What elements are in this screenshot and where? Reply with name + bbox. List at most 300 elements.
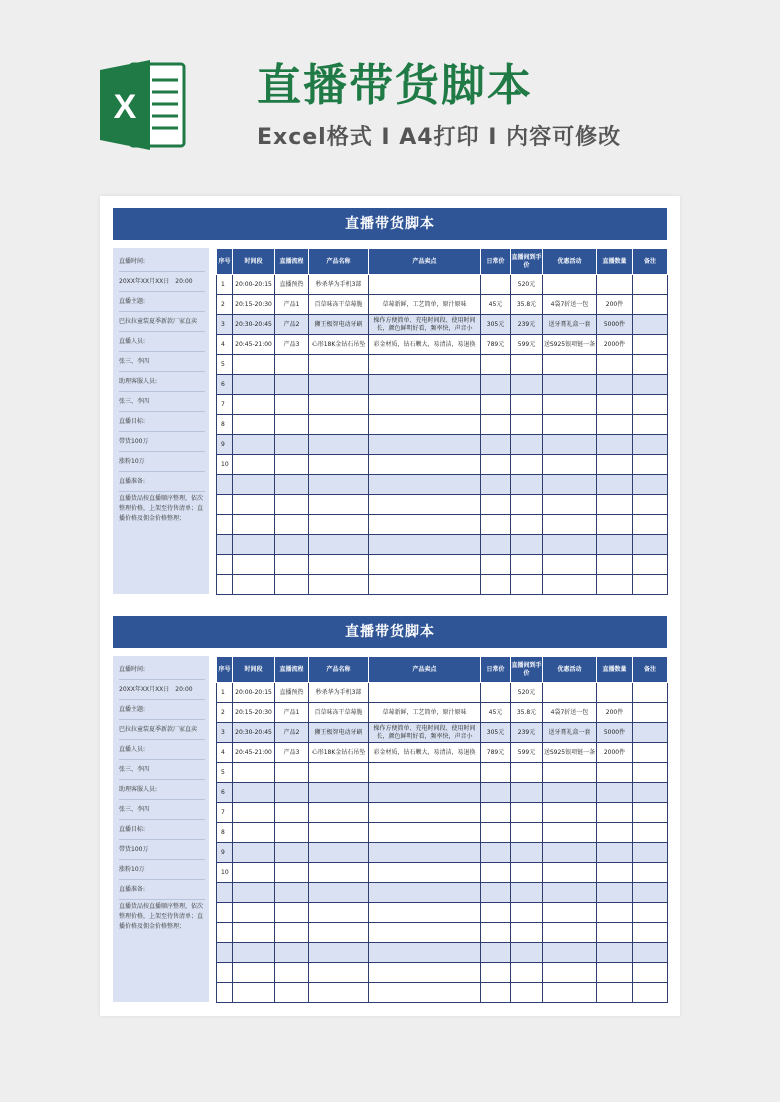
table-cell: 心形18K金钻石吊坠	[309, 743, 369, 763]
table-cell	[511, 903, 543, 923]
table-cell: 10	[217, 455, 233, 475]
goal-label: 直播目标:	[119, 820, 205, 840]
table-cell	[369, 963, 481, 983]
table-cell	[275, 983, 309, 1003]
table-cell	[543, 903, 597, 923]
table-cell	[275, 495, 309, 515]
table-cell	[633, 475, 668, 495]
table-cell	[309, 783, 369, 803]
column-header: 优惠活动	[543, 657, 597, 683]
table-cell	[309, 575, 369, 595]
time-value: 20XX年XX月XX日 20:00	[119, 680, 205, 700]
table-cell	[543, 883, 597, 903]
table-row	[217, 723, 668, 743]
table-cell	[309, 435, 369, 455]
table-cell	[633, 375, 668, 395]
table-row	[217, 335, 668, 355]
table-cell	[233, 943, 275, 963]
table-cell	[217, 515, 233, 535]
column-header: 日常价	[481, 657, 511, 683]
table-cell: 20:15-20:30	[233, 295, 275, 315]
table-cell	[543, 575, 597, 595]
table-cell	[633, 743, 668, 763]
table-cell	[233, 783, 275, 803]
table-cell	[275, 763, 309, 783]
table-cell	[511, 355, 543, 375]
table-cell	[543, 923, 597, 943]
table-cell	[597, 555, 633, 575]
script-sheet-1	[113, 208, 667, 596]
table-cell	[597, 923, 633, 943]
table-row	[217, 903, 668, 923]
table-cell	[597, 803, 633, 823]
table-cell	[369, 883, 481, 903]
table-cell	[217, 475, 233, 495]
table-cell: 305元	[481, 723, 511, 743]
table-cell	[481, 863, 511, 883]
table-cell	[633, 435, 668, 455]
table-cell: 8	[217, 415, 233, 435]
table-cell	[633, 555, 668, 575]
table-cell	[543, 823, 597, 843]
table-cell	[233, 963, 275, 983]
table-cell	[275, 475, 309, 495]
table-cell	[511, 395, 543, 415]
table-cell	[233, 883, 275, 903]
table-row	[217, 495, 668, 515]
table-cell	[275, 803, 309, 823]
table-cell	[543, 275, 597, 295]
table-cell	[217, 963, 233, 983]
table-cell: 35.8元	[511, 295, 543, 315]
table-cell	[217, 535, 233, 555]
table-cell: 送牙膏礼盒一套	[543, 315, 597, 335]
table-cell: 狮王极智电动牙刷	[309, 723, 369, 743]
table-cell	[633, 863, 668, 883]
table-cell: 20:30-20:45	[233, 315, 275, 335]
table-row	[217, 555, 668, 575]
table-cell	[275, 923, 309, 943]
table-cell	[309, 535, 369, 555]
table-cell: 送S925银项链一条	[543, 335, 597, 355]
table-cell	[309, 455, 369, 475]
table-cell	[511, 923, 543, 943]
info-sidebar	[113, 248, 209, 594]
table-cell	[597, 275, 633, 295]
table-cell	[481, 823, 511, 843]
table-cell	[369, 455, 481, 475]
table-cell	[233, 555, 275, 575]
table-cell	[233, 803, 275, 823]
table-cell	[633, 783, 668, 803]
table-cell	[217, 903, 233, 923]
table-cell	[275, 375, 309, 395]
column-header: 序号	[217, 249, 233, 275]
table-cell	[633, 803, 668, 823]
info-sidebar	[113, 656, 209, 1002]
table-cell	[511, 783, 543, 803]
table-cell	[511, 803, 543, 823]
column-header: 时间段	[233, 249, 275, 275]
table-cell: 2	[217, 295, 233, 315]
table-cell	[543, 395, 597, 415]
time-value: 20XX年XX月XX日 20:00	[119, 272, 205, 292]
table-cell	[369, 923, 481, 943]
table-cell	[309, 355, 369, 375]
page-subtitle: Excel格式 I A4打印 I 内容可修改	[257, 125, 622, 150]
table-cell	[543, 863, 597, 883]
table-cell: 送S925银项链一条	[543, 743, 597, 763]
table-cell: 200件	[597, 703, 633, 723]
table-cell	[597, 763, 633, 783]
table-cell: 239元	[511, 315, 543, 335]
table-cell: 1	[217, 275, 233, 295]
table-cell	[369, 983, 481, 1003]
assist-label: 助理客服人员:	[119, 780, 205, 800]
table-cell	[275, 963, 309, 983]
table-cell	[275, 435, 309, 455]
table-cell	[633, 703, 668, 723]
column-header: 直播间到手价	[511, 657, 543, 683]
table-cell: 产品1	[275, 703, 309, 723]
table-row	[217, 435, 668, 455]
table-cell: 4袋7折送一包	[543, 703, 597, 723]
table-cell: 35.8元	[511, 703, 543, 723]
table-cell	[511, 515, 543, 535]
table-cell	[369, 683, 481, 703]
table-cell: 操作方便简单、充电时间段、使用时间长，颜色鲜明好看，频率快，声音小	[369, 723, 481, 743]
table-cell	[309, 763, 369, 783]
table-cell	[633, 535, 668, 555]
assist-value: 张三、李四	[119, 392, 205, 412]
table-cell	[233, 515, 275, 535]
table-cell	[369, 943, 481, 963]
table-cell	[369, 275, 481, 295]
table-cell	[369, 903, 481, 923]
table-cell	[543, 515, 597, 535]
table-row	[217, 355, 668, 375]
table-cell	[369, 863, 481, 883]
table-cell: 5	[217, 763, 233, 783]
table-cell	[511, 843, 543, 863]
table-cell	[481, 763, 511, 783]
table-cell	[633, 983, 668, 1003]
table-cell	[633, 683, 668, 703]
goal-label: 直播目标:	[119, 412, 205, 432]
table-cell	[597, 355, 633, 375]
table-row	[217, 315, 668, 335]
table-cell: 彩金材质，钻石颗大，易清洁，易退换	[369, 743, 481, 763]
table-cell: 6	[217, 375, 233, 395]
table-cell	[633, 575, 668, 595]
table-row	[217, 823, 668, 843]
table-cell	[543, 455, 597, 475]
table-cell	[633, 415, 668, 435]
table-cell	[275, 515, 309, 535]
table-cell: 8	[217, 823, 233, 843]
table-cell	[511, 415, 543, 435]
table-cell	[275, 823, 309, 843]
table-cell	[543, 475, 597, 495]
table-cell	[481, 495, 511, 515]
table-cell	[481, 535, 511, 555]
table-cell	[275, 843, 309, 863]
table-cell	[369, 375, 481, 395]
table-cell	[543, 983, 597, 1003]
prep-value: 直播货品按直播顺序整理，依次整理价格，上架至待售清单；直播价格及佣金价格整理；	[119, 495, 204, 522]
column-header: 直播流程	[275, 249, 309, 275]
table-cell	[309, 863, 369, 883]
table-cell	[633, 763, 668, 783]
table-cell	[369, 763, 481, 783]
goal-sales: 带货100万	[119, 840, 205, 860]
table-cell: 直播预热	[275, 683, 309, 703]
table-row	[217, 763, 668, 783]
table-cell	[597, 375, 633, 395]
table-cell	[633, 455, 668, 475]
table-cell	[233, 575, 275, 595]
table-cell	[543, 535, 597, 555]
schedule-table	[216, 656, 668, 1003]
table-row	[217, 863, 668, 883]
table-cell	[481, 883, 511, 903]
table-cell	[633, 395, 668, 415]
table-cell	[481, 683, 511, 703]
table-row	[217, 943, 668, 963]
table-cell	[369, 415, 481, 435]
sheet-title: 直播带货脚本	[113, 208, 667, 240]
table-cell	[633, 295, 668, 315]
table-cell	[309, 843, 369, 863]
table-cell	[481, 555, 511, 575]
table-cell	[233, 983, 275, 1003]
table-cell	[275, 355, 309, 375]
table-cell: 4	[217, 335, 233, 355]
table-cell: 9	[217, 843, 233, 863]
table-row	[217, 743, 668, 763]
table-cell	[233, 863, 275, 883]
table-cell	[275, 395, 309, 415]
table-cell	[233, 455, 275, 475]
table-row	[217, 703, 668, 723]
column-header: 日常价	[481, 249, 511, 275]
table-cell	[597, 495, 633, 515]
table-cell	[309, 823, 369, 843]
table-cell	[597, 783, 633, 803]
table-cell	[369, 435, 481, 455]
table-cell	[233, 375, 275, 395]
table-cell	[633, 515, 668, 535]
table-row	[217, 295, 668, 315]
table-cell	[217, 883, 233, 903]
column-header: 时间段	[233, 657, 275, 683]
time-label: 直播时间:	[119, 660, 205, 680]
host-value: 张三、李四	[119, 760, 205, 780]
table-cell	[309, 475, 369, 495]
table-cell	[543, 763, 597, 783]
table-cell	[275, 863, 309, 883]
table-cell	[233, 475, 275, 495]
table-cell	[543, 415, 597, 435]
table-cell	[309, 515, 369, 535]
table-row	[217, 475, 668, 495]
table-cell	[597, 943, 633, 963]
table-cell	[309, 395, 369, 415]
table-cell	[633, 355, 668, 375]
table-cell: 4袋7折送一包	[543, 295, 597, 315]
table-cell	[481, 355, 511, 375]
table-cell	[481, 983, 511, 1003]
table-cell	[597, 883, 633, 903]
table-cell: 2	[217, 703, 233, 723]
table-cell	[597, 575, 633, 595]
table-cell: 产品3	[275, 743, 309, 763]
table-cell	[597, 903, 633, 923]
table-cell: 7	[217, 395, 233, 415]
table-row	[217, 923, 668, 943]
goal-fans: 涨粉10万	[119, 452, 205, 472]
time-label: 直播时间:	[119, 252, 205, 272]
table-cell	[597, 475, 633, 495]
table-cell: 产品3	[275, 335, 309, 355]
table-cell	[481, 783, 511, 803]
host-value: 张三、李四	[119, 352, 205, 372]
table-cell: 200件	[597, 295, 633, 315]
table-cell: 789元	[481, 335, 511, 355]
column-header: 产品名称	[309, 657, 369, 683]
theme-value: 巴拉拉童装夏季新款厂家直卖	[119, 312, 205, 332]
table-cell	[233, 923, 275, 943]
table-cell	[233, 843, 275, 863]
table-cell	[481, 515, 511, 535]
table-cell	[233, 495, 275, 515]
table-cell	[511, 575, 543, 595]
table-cell	[633, 943, 668, 963]
table-cell	[309, 943, 369, 963]
table-cell	[511, 823, 543, 843]
document-paper	[100, 196, 680, 1016]
table-cell	[369, 555, 481, 575]
table-cell: 2000件	[597, 743, 633, 763]
table-cell: 百草味冻干草莓脆	[309, 295, 369, 315]
table-cell	[369, 495, 481, 515]
theme-label: 直播主题:	[119, 700, 205, 720]
table-cell	[633, 883, 668, 903]
table-cell	[309, 803, 369, 823]
table-cell	[633, 903, 668, 923]
table-cell	[543, 355, 597, 375]
table-cell	[597, 535, 633, 555]
table-cell	[543, 963, 597, 983]
column-header: 直播流程	[275, 657, 309, 683]
table-cell	[633, 823, 668, 843]
host-label: 直播人员:	[119, 332, 205, 352]
table-cell: 20:15-20:30	[233, 703, 275, 723]
table-cell	[369, 355, 481, 375]
table-cell: 20:00-20:15	[233, 275, 275, 295]
table-cell: 产品2	[275, 723, 309, 743]
table-cell	[597, 963, 633, 983]
table-cell	[481, 275, 511, 295]
table-cell	[275, 455, 309, 475]
table-row	[217, 963, 668, 983]
table-cell	[309, 963, 369, 983]
table-cell: 9	[217, 435, 233, 455]
table-cell	[309, 415, 369, 435]
table-cell	[233, 823, 275, 843]
table-cell: 秒杀华为手机3部	[309, 275, 369, 295]
table-cell	[309, 555, 369, 575]
table-cell	[481, 475, 511, 495]
table-cell	[481, 923, 511, 943]
column-header: 产品卖点	[369, 249, 481, 275]
table-cell: 599元	[511, 743, 543, 763]
table-cell: 3	[217, 723, 233, 743]
table-cell	[309, 983, 369, 1003]
table-cell	[233, 355, 275, 375]
excel-logo-icon	[100, 58, 188, 152]
table-cell	[217, 923, 233, 943]
table-cell	[511, 495, 543, 515]
table-cell	[369, 783, 481, 803]
table-cell	[369, 535, 481, 555]
table-cell	[597, 823, 633, 843]
table-cell	[481, 395, 511, 415]
table-cell: 7	[217, 803, 233, 823]
table-cell: 520元	[511, 683, 543, 703]
table-cell: 操作方便简单、充电时间段、使用时间长，颜色鲜明好看，频率快，声音小	[369, 315, 481, 335]
table-cell	[511, 983, 543, 1003]
table-cell	[543, 783, 597, 803]
table-cell: 产品2	[275, 315, 309, 335]
column-header: 直播数量	[597, 657, 633, 683]
table-cell: 1	[217, 683, 233, 703]
table-row	[217, 455, 668, 475]
table-cell: 彩金材质，钻石颗大，易清洁，易退换	[369, 335, 481, 355]
table-cell	[369, 823, 481, 843]
table-cell: 百草味冻干草莓脆	[309, 703, 369, 723]
table-cell	[633, 275, 668, 295]
table-cell	[511, 963, 543, 983]
table-cell	[633, 495, 668, 515]
table-cell	[233, 903, 275, 923]
table-cell	[633, 843, 668, 863]
column-header: 直播数量	[597, 249, 633, 275]
table-cell: 产品1	[275, 295, 309, 315]
prep-label: 直播准备:	[119, 472, 205, 492]
table-cell	[275, 575, 309, 595]
table-cell	[481, 435, 511, 455]
table-cell	[217, 983, 233, 1003]
table-row	[217, 515, 668, 535]
table-cell: 送牙膏礼盒一套	[543, 723, 597, 743]
table-cell: 239元	[511, 723, 543, 743]
table-cell: 草莓新鲜，工艺简单，原汁原味	[369, 703, 481, 723]
table-cell	[481, 903, 511, 923]
table-cell	[543, 375, 597, 395]
table-row	[217, 683, 668, 703]
goal-fans: 涨粉10万	[119, 860, 205, 880]
table-cell	[275, 883, 309, 903]
table-row	[217, 803, 668, 823]
table-cell: 20:30-20:45	[233, 723, 275, 743]
table-cell	[511, 475, 543, 495]
table-cell	[597, 843, 633, 863]
table-cell	[633, 963, 668, 983]
column-header: 优惠活动	[543, 249, 597, 275]
table-cell	[233, 763, 275, 783]
theme-value: 巴拉拉童装夏季新款厂家直卖	[119, 720, 205, 740]
